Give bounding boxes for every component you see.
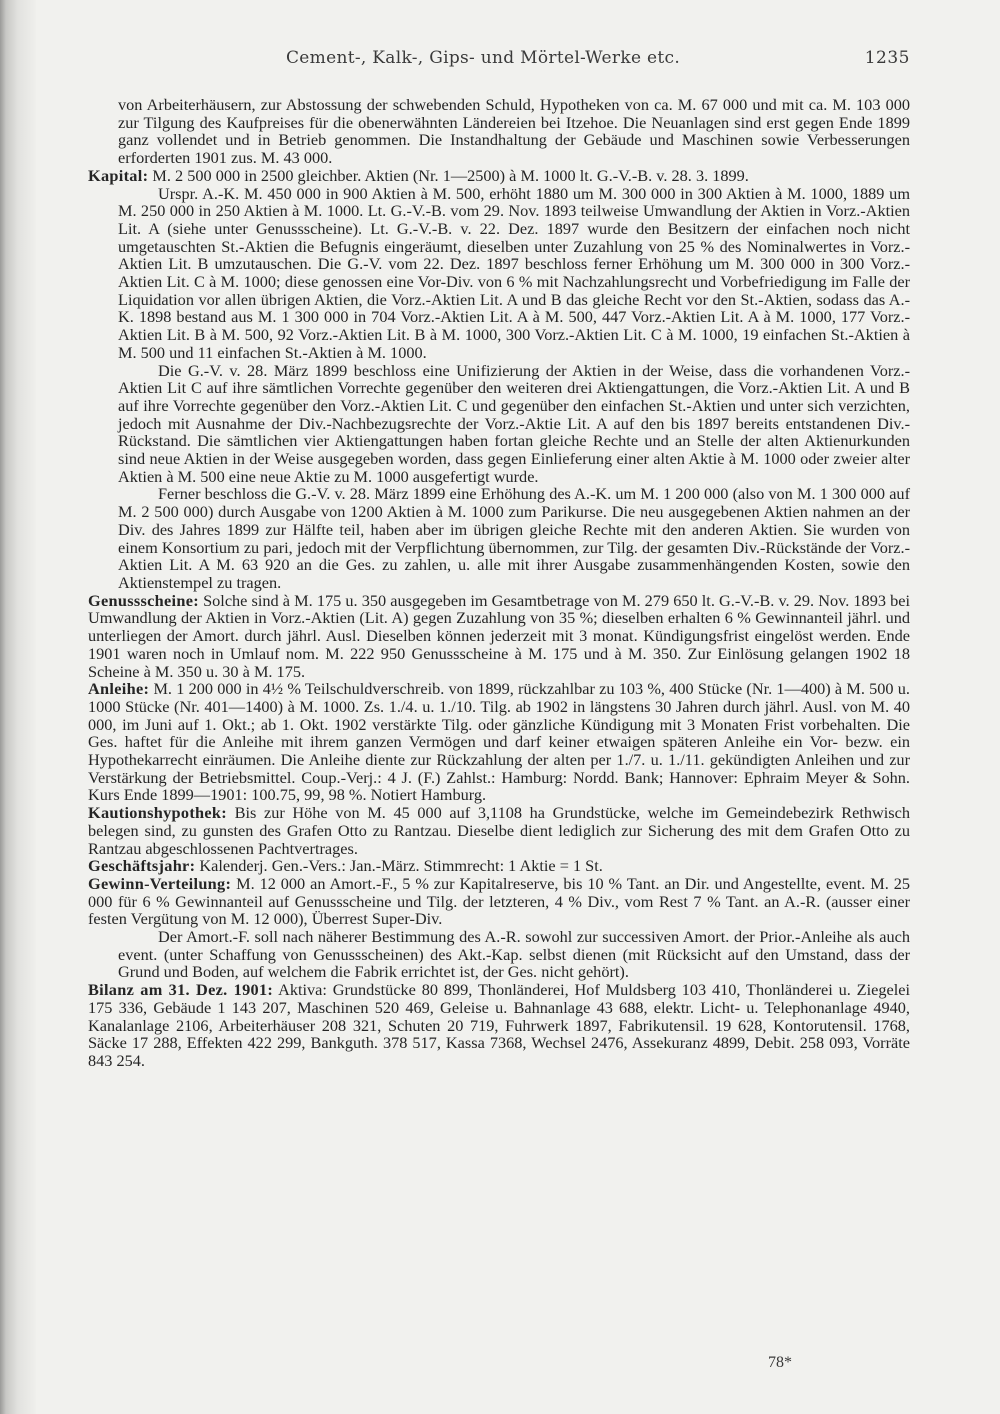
document-body	[88, 95, 910, 1070]
section-label: Bilanz am 31. Dez. 1901:	[88, 980, 274, 1000]
paragraph-text: Kalenderj. Gen.-Vers.: Jan.-März. Stimmrecht: 1 Aktie = 1 St.	[199, 856, 603, 876]
paragraph-amort	[118, 928, 910, 981]
paragraph-kautionshypothek	[88, 804, 910, 857]
page-number: 1235	[864, 48, 910, 68]
paragraph-text: Bis zur Höhe von M. 45 000 auf 3,1108 ha Grundstücke, welche im Gemeindebezirk Rethwisch belegen sind, zu gunsten des Grafen Otto zu Rantzau. Dieselbe dient lediglich zur Sicherung des mit dem Grafen Otto zu Rantzau abgeschlossenen Pachtvertrages.	[88, 803, 910, 858]
paragraph-erhoehung	[118, 485, 910, 591]
paragraph-bilanz	[88, 981, 910, 1070]
paragraph-text: Aktiva: Grundstücke 80 899, Thonländerei, Hof Muldsberg 103 410, Thonländerei u. Ziegelei 175 336, Gebäude 1 143 207, Maschinen 520 469, Geleise u. Bahnanlage 43 688, elektr. Licht- u. Telephonanlage 4940, Kanalanlage 2106, Arbeiterhäuser 208 321, Schuten 20 719, Fuhrwerk 1897, Fabrikutensil. 19 628, Kontorutensil. 1768, Säcke 17 288, Effekten 422 299, Bankguth. 378 517, Kassa 7368, Wechsel 2476, Assekuranz 4899, Debit. 258 093, Vorräte 843 254.	[88, 980, 910, 1070]
paragraph-text: Der Amort.-F. soll nach näherer Bestimmung des A.-R. sowohl zur successiven Amort. der Prior.-Anleihe als auch event. (unter Schaffung von Genussscheinen) des Akt.-Kap. selbst dienen (mit Rücksicht auf den Umstand, dass der Grund und Boden, auf welchem die Fabrik errichtet ist, der Ges. nicht gehört).	[118, 927, 910, 982]
section-label: Kapital:	[88, 165, 149, 185]
paragraph-text: Urspr. A.-K. M. 450 000 in 900 Aktien à M. 500, erhöht 1880 um M. 300 000 in 300 Aktien à M. 1000, 1889 um M. 250 000 in 250 Aktien à M. 1000. Lt. G.-V.-B. vom 29. Nov. 1893 teilweise Umwandlung der Aktien in Vorz.-Aktien Lit. A (siehe unter Genussscheine). Lt. G.-V.-B. v. 22. Dez. 1897 wurde den Besitzern der einfachen noch nicht umgetauschten St.-Aktien die Befugnis eingeräumt, dieselben unter Zuzahlung von 25 % des Nominalwertes in Vorz.-Aktien Lit. B umzutauschen. Die G.-V. vom 22. Dez. 1897 beschloss ferner Erhöhung um M. 300 000 in 300 Vorz.-Aktien Lit. C à M. 1000; diese genossen eine Vor-Div. von 6 % mit Nachzahlungsrecht und Vorbefriedigung im Falle der Liquidation vor allen übrigen Aktien, die Vorz.-Aktien Lit. A und B das gleiche Recht vor den St.-Aktien, sodass das A.-K. 1898 bestand aus M. 1 300 000 in 704 Vorz.-Aktien Lit. A à M. 500, 447 Vorz.-Aktien Lit. A à M. 1000, 177 Vorz.-Aktien Lit. B à M. 500, 92 Vorz.-Aktien Lit. B à M. 1000, 300 Vorz.-Aktien Lit. C à M. 1000, 19 einfachen St.-Aktien à M. 500 und 11 einfachen St.-Aktien à M. 1000.	[118, 183, 910, 362]
paragraph-text: M. 12 000 an Amort.-F., 5 % zur Kapitalreserve, bis 10 % Tant. an Dir. und Angestellte, event. M. 25 000 für 6 % Gewinnanteil auf Genussscheine und Tilg. der letzteren, 4 % Div., vom Rest 7 % Tant. an A.-R. (ausser einer festen Vergütung von M. 12 000), Überrest Super-Div.	[88, 873, 910, 929]
paragraph-text: Ferner beschloss die G.-V. v. 28. März 1899 eine Erhöhung des A.-K. um M. 1 200 000 (also von M. 1 300 000 auf M. 2 500 000) durch Ausgabe von 1200 Aktien à M. 1000 zum Parikurse. Die neu ausgegebenen Aktien nahmen an der Div. des Jahres 1899 zur Hälfte teil, haben aber im übrigen gleiche Rechte mit den anderen Aktien. Sie wurden von einem Konsortium zu pari, jedoch mit der Verpflichtung übernommen, zur Tilg. der gesamten Div.-Rückstände der Vorz.-Aktien Lit. A M. 63 920 an die Ges. zu zahlen, u. alle mit ihrer Ausgabe zusammenhängenden Kosten, sowie den Aktienstempel zu tragen.	[118, 484, 910, 592]
paragraph-kapital-history	[118, 185, 910, 362]
paragraph-genussscheine	[88, 592, 910, 681]
paragraph-unifizierung	[118, 362, 910, 486]
signature-mark: 78*	[768, 1354, 792, 1371]
paragraph-anleihe	[88, 680, 910, 804]
section-label: Gewinn-Verteilung:	[88, 873, 232, 893]
paragraph-gewinn-verteilung	[88, 875, 910, 928]
paragraph-text: Die G.-V. v. 28. März 1899 beschloss eine Unifizierung der Aktien in der Weise, dass die vorhandenen Vorz.-Aktien Lit C auf ihre sämtlichen Vorrechte gegenüber den weiteren drei Aktiengattungen, die Vorz.-Aktien Lit. A und B auf ihre Vorrechte gegenüber den Vorz.-Aktien Lit. C und gegenüber den einfachen St.-Aktien und unter sich verzichten, jedoch mit Ausnahme der Div.-Nachbezugsrechte der Vorz.-Aktie Lit. A auf den bis 1897 bereits entstandenen Div.-Rückstand. Die sämtlichen vier Aktiengattungen haben fortan gleiche Rechte und an Stelle der alten Aktienurkunden sind neue Aktien in der Weise ausgegeben worden, dass gegen Einlieferung einer alten Aktie à M. 1000 oder zweier alter Aktien à M. 500 eine neue Aktie zu M. 1000 ausgefertigt wurde.	[118, 360, 910, 486]
paragraph-geschaeftsjahr	[88, 857, 910, 875]
paragraph-text: Solche sind à M. 175 u. 350 ausgegeben im Gesamtbetrage von M. 279 650 lt. G.-V.-B. v. 29. Nov. 1893 bei Umwandlung der Aktien in Vorz.-Aktien (Lit. A) gegen Zuzahlung von 35 %; dieselben erhalten 6 % Gewinnanteil jährl. und unterliegen der Amort. durch jährl. Ausl. Dieselben können jederzeit mit 3 monat. Kündigungsfrist eingelöst werden. Ende 1901 waren noch in Umlauf nom. M. 222 950 Genussscheine à M. 175 und à M. 350. Zur Einlösung gelangen 1902 18 Scheine à M. 350 u. 30 à M. 175.	[88, 590, 910, 681]
paragraph-text: M. 1 200 000 in 4½ % Teilschuldverschreib. von 1899, rückzahlbar zu 103 %, 400 Stücke (Nr. 1—400) à M. 500 u. 1000 Stücke (Nr. 401—1400) à M. 1000. Zs. 1./4. u. 1./10. Tilg. ab 1902 in längstens 30 Jahren durch jährl. Ausl. von M. 40 000, im Juni auf 1. Okt.; ab 1. Okt. 1902 verstärkte Tilg. oder gänzliche Kündigung mit 3 Monaten Frist vorbehalten. Die Ges. haftet für die Anleihe mit ihrem ganzen Vermögen und darf keiner etwaigen späteren Anleihe ein Vor- bezw. ein Hypothekarrecht einräumen. Die Anleihe diente zur Rückzahlung der alten per 1./7. u. 1./11. gekündigten Anleihen und zur Verstärkung der Betriebsmittel. Coup.-Verj.: 4 J. (F.) Zahlst.: Hamburg: Nordd. Bank; Hannover: Ephraim Meyer & Sohn. Kurs Ende 1899—1901: 100.75, 99, 98 %. Notiert Hamburg.	[88, 679, 910, 805]
section-label: Kautionshypothek:	[88, 803, 228, 823]
paragraph-text: von Arbeiterhäusern, zur Abstossung der schwebenden Schuld, Hypotheken von ca. M. 67 000 und mit ca. M. 103 000 zur Tilgung des Kaufpreises für die obenerwähnten Ländereien bei Itzehoe. Die Neuanlagen sind erst gegen Ende 1899 ganz vollendet und in Betrieb genommen. Die Instandhaltung der Gebäude und Maschinen sowie Verbesserungen erforderten 1901 zus. M. 43 000.	[118, 95, 910, 168]
section-label: Anleihe:	[88, 679, 150, 699]
paragraph-kapital	[88, 167, 910, 185]
paragraph-text: M. 2 500 000 in 2500 gleichber. Aktien (Nr. 1—2500) à M. 1000 lt. G.-V.-B. v. 28. 3. 1899.	[152, 165, 749, 185]
running-title: Cement-, Kalk-, Gips- und Mörtel-Werke etc.	[286, 48, 681, 68]
section-label: Genussscheine:	[88, 590, 199, 610]
page-header	[118, 44, 910, 74]
section-label: Geschäftsjahr:	[88, 856, 196, 876]
book-binding-edge	[0, 0, 36, 1414]
paragraph-intro	[118, 96, 910, 167]
